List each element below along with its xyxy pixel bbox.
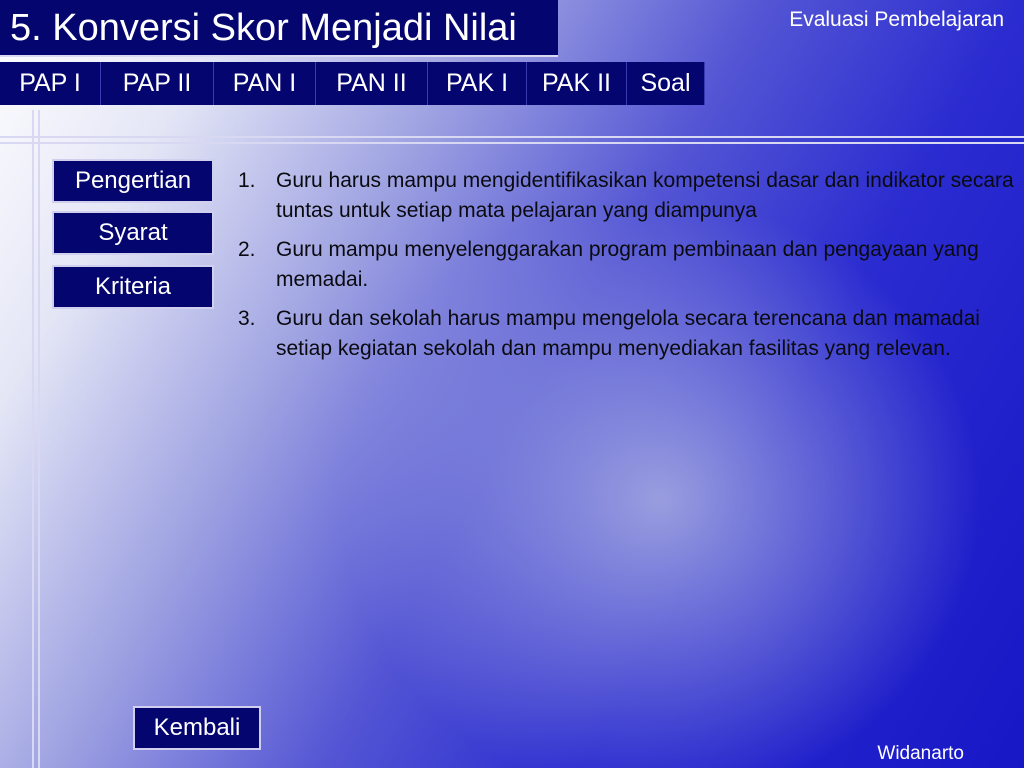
subject-label: Evaluasi Pembelajaran <box>789 8 1004 31</box>
list-item-text: Guru dan sekolah harus mampu mengelola secara terencana dan mamadai setiap kegiatan sekolah dan mampu menyediakan fasilitas yang relevan. <box>276 307 980 360</box>
sidebar-item-syarat[interactable]: Syarat <box>52 211 214 255</box>
author-label: Widanarto <box>877 743 964 764</box>
tab-pap-1[interactable]: PAP I <box>0 62 101 105</box>
sidebar-item-kriteria[interactable]: Kriteria <box>52 265 214 309</box>
list-item-text: Guru harus mampu mengidentifikasikan kompetensi dasar dan indikator secara tuntas untuk setiap mata pelajaran yang diampunya <box>276 169 1014 222</box>
list-item <box>236 166 1016 226</box>
vertical-rule <box>32 110 34 768</box>
divider-line <box>0 136 1024 138</box>
list-item <box>236 235 1016 295</box>
divider-line <box>0 142 1024 144</box>
page-title: 5. Konversi Skor Menjadi Nilai <box>0 0 558 57</box>
back-button[interactable]: Kembali <box>133 706 261 750</box>
tab-pak-1[interactable]: PAK I <box>428 62 527 105</box>
tab-pap-2[interactable]: PAP II <box>101 62 214 105</box>
tab-pak-2[interactable]: PAK II <box>527 62 627 105</box>
tab-pan-2[interactable]: PAN II <box>316 62 428 105</box>
sidebar-item-pengertian[interactable]: Pengertian <box>52 159 214 203</box>
list-item-number: 1. <box>238 169 256 192</box>
tab-soal[interactable]: Soal <box>627 62 705 105</box>
vertical-rule <box>38 110 40 768</box>
tab-pan-1[interactable]: PAN I <box>214 62 316 105</box>
list-item <box>236 304 1016 364</box>
tab-bar <box>0 62 705 105</box>
list-item-number: 3. <box>238 307 256 330</box>
list-item-number: 2. <box>238 238 256 261</box>
criteria-list <box>236 166 1016 373</box>
list-item-text: Guru mampu menyelenggarakan program pembinaan dan pengayaan yang memadai. <box>276 238 979 291</box>
